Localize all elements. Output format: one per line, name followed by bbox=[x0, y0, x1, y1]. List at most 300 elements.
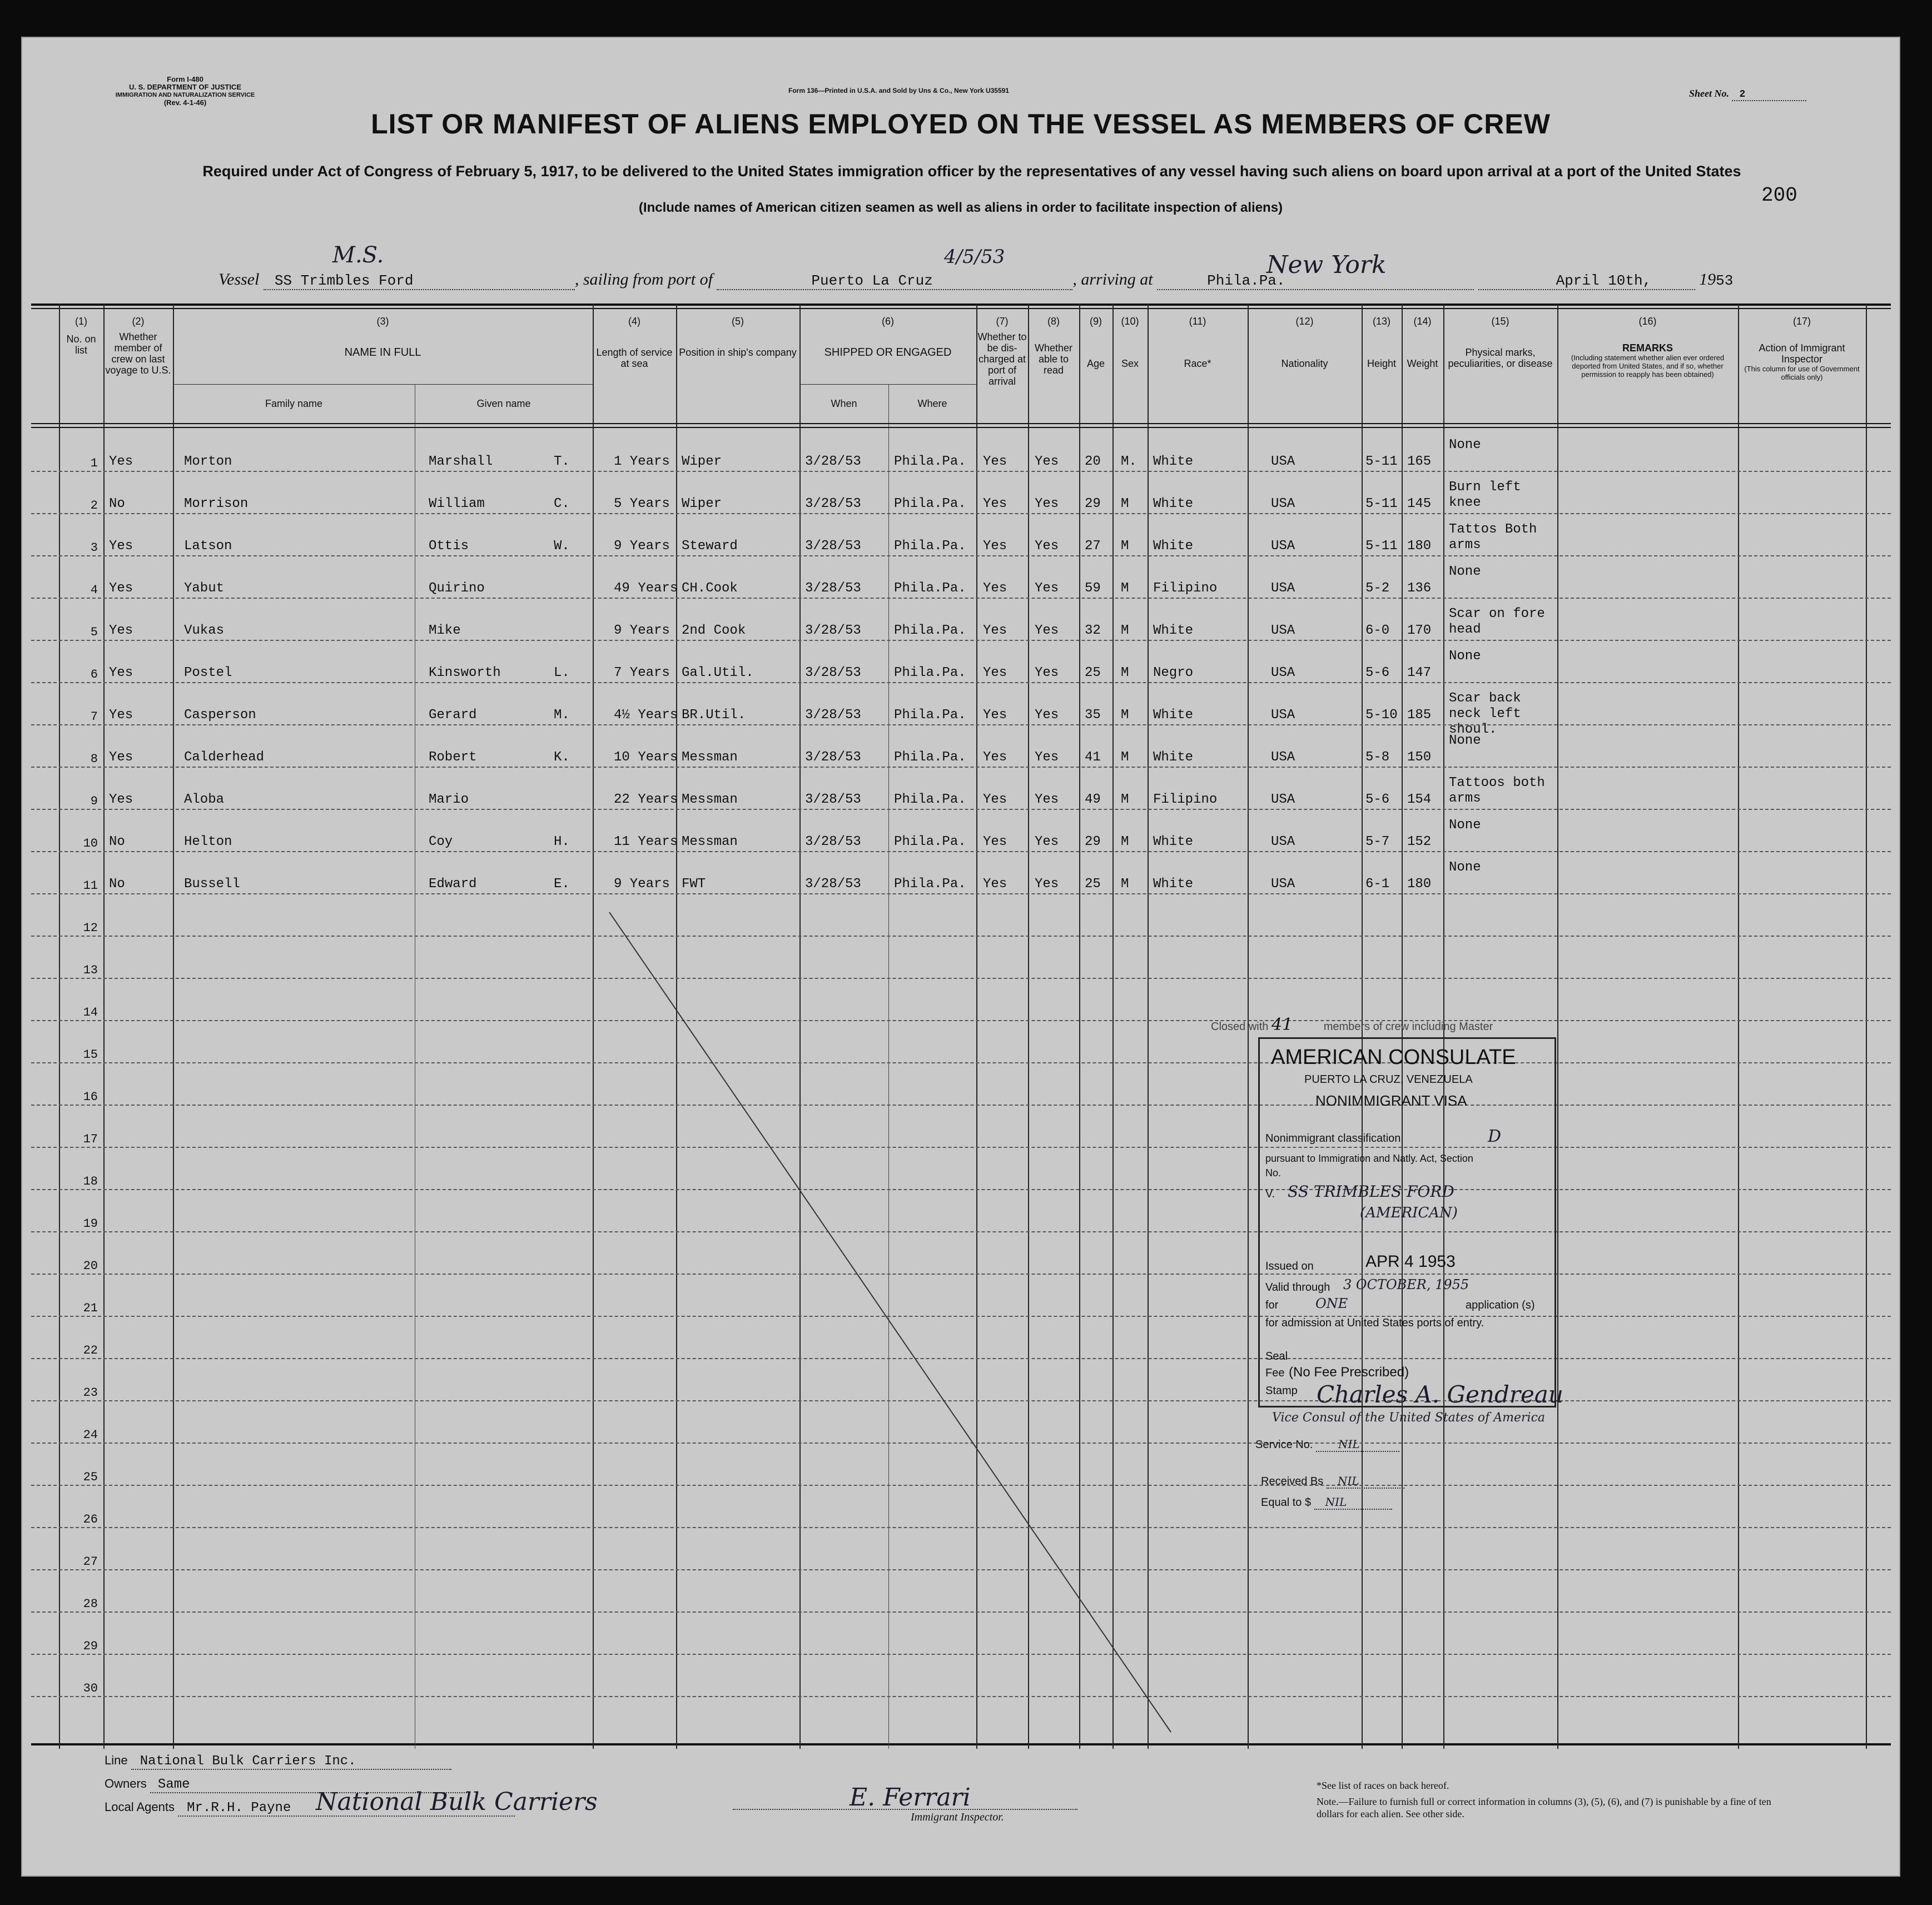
cell-weight: 150 bbox=[1407, 750, 1432, 765]
col-3-family-header: Family name bbox=[265, 398, 323, 409]
cell-position: Messman bbox=[682, 750, 738, 765]
cell-age: 20 bbox=[1085, 454, 1101, 469]
arriving-label: , arriving at bbox=[1072, 270, 1153, 289]
arriving-hand-note: New York bbox=[1267, 251, 1387, 279]
cell-height: 5-8 bbox=[1365, 750, 1390, 765]
consul-title: Vice Consul of the United States of America bbox=[1272, 1411, 1546, 1425]
cell-weight: 185 bbox=[1407, 708, 1432, 723]
col-10-header: (10) Sex bbox=[1121, 316, 1139, 369]
cell-when: 3/28/53 bbox=[805, 623, 861, 638]
cell-last-voyage: Yes bbox=[109, 708, 133, 723]
cell-last-voyage: No bbox=[109, 877, 125, 892]
row-number: 10 bbox=[83, 837, 98, 850]
row-number: 17 bbox=[83, 1132, 98, 1146]
cell-given: Coy bbox=[429, 834, 453, 849]
visa-type: NONIMMIGRANT VISA bbox=[1315, 1092, 1467, 1109]
cell-race: Negro bbox=[1153, 665, 1194, 680]
cell-given: Marshall bbox=[429, 454, 493, 469]
year-value: 53 bbox=[1716, 272, 1734, 289]
cell-when: 3/28/53 bbox=[805, 539, 861, 554]
col-6-where-header: Where bbox=[917, 398, 947, 409]
cell-last-voyage: Yes bbox=[109, 454, 133, 469]
closed-note: Closed with 41 members of crew including Master bbox=[1211, 1015, 1493, 1034]
races-note: *See list of races on back hereof. bbox=[1317, 1780, 1449, 1791]
date-value: April 10th, bbox=[1478, 272, 1695, 290]
cell-given: Mike bbox=[429, 623, 461, 638]
cell-age: 25 bbox=[1085, 877, 1101, 892]
inspector-label: Immigrant Inspector. bbox=[911, 1811, 1004, 1823]
manifest-sheet bbox=[21, 37, 1900, 1877]
page-subtitle: Required under Act of Congress of February 5, 1917, to be delivered to the United States immigration officer by the representatives of any vessel having such aliens on board upon arrival at a port of the United States bbox=[202, 163, 1741, 180]
cell-initial: M. bbox=[554, 708, 570, 723]
cell-service: 5 Years bbox=[614, 496, 670, 511]
service-name: IMMIGRATION AND NATURALIZATION SERVICE bbox=[115, 92, 255, 98]
cell-position: 2nd Cook bbox=[682, 623, 746, 638]
valid-label: Valid through bbox=[1265, 1281, 1330, 1294]
cell-last-voyage: No bbox=[109, 834, 125, 849]
row-number: 15 bbox=[83, 1048, 98, 1062]
cell-sex: M bbox=[1121, 623, 1129, 638]
row-number: 26 bbox=[83, 1513, 98, 1526]
cell-discharged: Yes bbox=[983, 877, 1007, 892]
cell-marks: Burn left knee bbox=[1449, 480, 1521, 510]
year-prefix: 19 bbox=[1699, 270, 1716, 289]
cell-where: Phila.Pa. bbox=[894, 877, 966, 892]
cell-initial: C. bbox=[554, 496, 570, 511]
col-12-header: (12) Nationality bbox=[1281, 316, 1328, 369]
cell-sex: M bbox=[1121, 750, 1129, 765]
cell-weight: 145 bbox=[1407, 496, 1432, 511]
cell-sex: M bbox=[1121, 792, 1129, 807]
col-11-header: (11) Race* bbox=[1184, 316, 1211, 369]
row-number: 22 bbox=[83, 1344, 98, 1357]
cell-marks: None bbox=[1449, 733, 1481, 748]
footer-line: Line National Bulk Carriers Inc. bbox=[105, 1753, 451, 1770]
cell-service: 10 Years bbox=[614, 750, 678, 765]
cell-given: Edward bbox=[429, 877, 477, 892]
cell-nationality: USA bbox=[1271, 708, 1295, 723]
service-no: Service No. NIL bbox=[1255, 1438, 1399, 1452]
col-7-header: (7) Whether to be dis-charged at port of arrival bbox=[977, 316, 1027, 387]
cell-race: White bbox=[1153, 834, 1194, 849]
col-2-header: (2) Whether member of crew on last voyage to U.S. bbox=[105, 316, 171, 376]
received: Received Bs NIL bbox=[1261, 1474, 1404, 1489]
cell-given: Mario bbox=[429, 792, 469, 807]
cell-weight: 136 bbox=[1407, 581, 1432, 596]
row-number: 14 bbox=[83, 1006, 98, 1019]
cell-nationality: USA bbox=[1271, 623, 1295, 638]
row-number: 7 bbox=[90, 710, 98, 724]
cell-when: 3/28/53 bbox=[805, 708, 861, 723]
row-number: 24 bbox=[83, 1428, 98, 1442]
cell-nationality: USA bbox=[1271, 496, 1295, 511]
arriving-value: Phila.Pa. bbox=[1157, 272, 1474, 290]
cell-where: Phila.Pa. bbox=[894, 539, 966, 554]
cell-position: CH.Cook bbox=[682, 581, 738, 596]
cell-when: 3/28/53 bbox=[805, 834, 861, 849]
cell-given: Kinsworth bbox=[429, 665, 501, 680]
row-number: 11 bbox=[83, 879, 98, 893]
cell-marks: None bbox=[1449, 860, 1481, 875]
cell-family: Aloba bbox=[184, 792, 225, 807]
cell-marks: Tattoos both arms bbox=[1449, 775, 1545, 806]
cell-nationality: USA bbox=[1271, 665, 1295, 680]
cell-where: Phila.Pa. bbox=[894, 750, 966, 765]
cell-initial: W. bbox=[554, 539, 570, 554]
cell-weight: 154 bbox=[1407, 792, 1432, 807]
cell-when: 3/28/53 bbox=[805, 877, 861, 892]
footer-agents: Local Agents Mr.R.H. Payne bbox=[105, 1800, 515, 1817]
cell-read: Yes bbox=[1035, 750, 1059, 765]
classification-label: Nonimmigrant classification bbox=[1265, 1132, 1401, 1145]
cell-nationality: USA bbox=[1271, 834, 1295, 849]
cell-marks: Tattos Both arms bbox=[1449, 522, 1537, 553]
col-13-header: (13) Height bbox=[1367, 316, 1397, 369]
cell-where: Phila.Pa. bbox=[894, 792, 966, 807]
cell-discharged: Yes bbox=[983, 454, 1007, 469]
cell-age: 25 bbox=[1085, 665, 1101, 680]
cell-discharged: Yes bbox=[983, 750, 1007, 765]
cell-last-voyage: Yes bbox=[109, 750, 133, 765]
col-15-header: (15) Physical marks, peculiarities, or disease bbox=[1448, 316, 1553, 369]
cell-race: White bbox=[1153, 877, 1194, 892]
cell-position: FWT bbox=[682, 877, 706, 892]
cell-height: 6-0 bbox=[1365, 623, 1390, 638]
consulate-visa-stamp bbox=[1258, 1037, 1556, 1407]
cell-weight: 180 bbox=[1407, 539, 1432, 554]
cell-sex: M bbox=[1121, 539, 1129, 554]
cell-nationality: USA bbox=[1271, 750, 1295, 765]
cell-nationality: USA bbox=[1271, 792, 1295, 807]
cell-service: 9 Years bbox=[614, 623, 670, 638]
classification-value: D bbox=[1488, 1127, 1502, 1146]
cell-marks: None bbox=[1449, 818, 1481, 833]
sheet-value: 2 bbox=[1732, 89, 1806, 101]
cell-where: Phila.Pa. bbox=[894, 581, 966, 596]
cell-marks: None bbox=[1449, 437, 1481, 452]
cell-when: 3/28/53 bbox=[805, 750, 861, 765]
cell-age: 27 bbox=[1085, 539, 1101, 554]
cell-last-voyage: No bbox=[109, 496, 125, 511]
row-number: 12 bbox=[83, 921, 98, 935]
cell-initial: E. bbox=[554, 877, 570, 892]
cell-race: Filipino bbox=[1153, 581, 1218, 596]
row-number: 5 bbox=[90, 625, 98, 639]
row-number: 30 bbox=[83, 1682, 98, 1695]
cell-nationality: USA bbox=[1271, 539, 1295, 554]
cell-where: Phila.Pa. bbox=[894, 623, 966, 638]
cell-discharged: Yes bbox=[983, 539, 1007, 554]
cell-weight: 147 bbox=[1407, 665, 1432, 680]
cell-race: White bbox=[1153, 750, 1194, 765]
row-number: 3 bbox=[90, 541, 98, 555]
cell-last-voyage: Yes bbox=[109, 623, 133, 638]
cell-position: BR.Util. bbox=[682, 708, 746, 723]
cell-discharged: Yes bbox=[983, 665, 1007, 680]
cell-weight: 165 bbox=[1407, 454, 1432, 469]
col-5-header: (5) Position in ship's company bbox=[679, 316, 797, 358]
for-value: ONE bbox=[1315, 1296, 1348, 1311]
cell-height: 5-11 bbox=[1365, 454, 1398, 469]
cell-age: 29 bbox=[1085, 834, 1101, 849]
cell-marks: Scar on fore head bbox=[1449, 606, 1545, 637]
cell-given: Ottis bbox=[429, 539, 469, 554]
equal-to: Equal to $ NIL bbox=[1261, 1495, 1392, 1510]
cell-read: Yes bbox=[1035, 834, 1059, 849]
cell-sex: M. bbox=[1121, 454, 1137, 469]
cell-height: 6-1 bbox=[1365, 877, 1390, 892]
cell-discharged: Yes bbox=[983, 581, 1007, 596]
consulate-title: AMERICAN CONSULATE bbox=[1271, 1046, 1516, 1069]
cell-service: 9 Years bbox=[614, 877, 670, 892]
sheet-number bbox=[1689, 88, 1806, 101]
cell-family: Latson bbox=[184, 539, 232, 554]
page-title: LIST OR MANIFEST OF ALIENS EMPLOYED ON THE VESSEL AS MEMBERS OF CREW bbox=[371, 108, 1551, 140]
consul-signature: Charles A. Gendreau bbox=[1317, 1381, 1563, 1408]
cell-sex: M bbox=[1121, 581, 1129, 596]
cell-family: Morrison bbox=[184, 496, 249, 511]
sheet-label: Sheet No. bbox=[1689, 88, 1729, 99]
row-number: 13 bbox=[83, 963, 98, 977]
col-16-header: (16) REMARKS (Including statement whether alien ever ordered deported from United States, and if so, whether permission to reapply has been obtained) bbox=[1571, 316, 1725, 379]
stamp-vessel: SS TRIMBLES FORD bbox=[1288, 1182, 1454, 1201]
cell-family: Postel bbox=[184, 665, 232, 680]
cell-service: 1 Years bbox=[614, 454, 670, 469]
cell-sex: M bbox=[1121, 877, 1129, 892]
row-number: 2 bbox=[90, 499, 98, 513]
cell-family: Bussell bbox=[184, 877, 240, 892]
stamp-vessel-flag: (AMERICAN) bbox=[1360, 1205, 1458, 1221]
col-9-header: (9) Age bbox=[1086, 316, 1105, 369]
cell-service: 7 Years bbox=[614, 665, 670, 680]
cell-initial: T. bbox=[554, 454, 570, 469]
cell-nationality: USA bbox=[1271, 581, 1295, 596]
cell-where: Phila.Pa. bbox=[894, 454, 966, 469]
row-number: 23 bbox=[83, 1386, 98, 1400]
col-17-header: (17) Action of Immigrant Inspector (This column for use of Government officials only) bbox=[1744, 316, 1860, 381]
col-4-header: (4) Length of service at sea bbox=[596, 316, 673, 369]
cell-given: Gerard bbox=[429, 708, 477, 723]
cell-height: 5-11 bbox=[1365, 496, 1398, 511]
issued-label: Issued on bbox=[1265, 1260, 1314, 1272]
row-number: 9 bbox=[90, 794, 98, 808]
page-subnote: (Include names of American citizen seamen as well as aliens in order to facilitate inspection of aliens) bbox=[638, 200, 1283, 215]
application-label: application (s) bbox=[1466, 1299, 1535, 1311]
cell-last-voyage: Yes bbox=[109, 665, 133, 680]
cell-read: Yes bbox=[1035, 496, 1059, 511]
cell-height: 5-6 bbox=[1365, 792, 1390, 807]
cell-given: Robert bbox=[429, 750, 477, 765]
vessel-hand-note: M.S. bbox=[332, 242, 384, 268]
cell-race: Filipino bbox=[1153, 792, 1218, 807]
cell-position: Wiper bbox=[682, 454, 722, 469]
cell-when: 3/28/53 bbox=[805, 792, 861, 807]
cell-position: Messman bbox=[682, 792, 738, 807]
cell-read: Yes bbox=[1035, 877, 1059, 892]
cell-age: 35 bbox=[1085, 708, 1101, 723]
cell-discharged: Yes bbox=[983, 834, 1007, 849]
vessel-label: Vessel bbox=[218, 270, 260, 289]
cell-read: Yes bbox=[1035, 792, 1059, 807]
cell-sex: M bbox=[1121, 496, 1129, 511]
col-8-header: (8) Whether able to read bbox=[1034, 316, 1073, 376]
cell-initial: H. bbox=[554, 834, 570, 849]
col-6-when-header: When bbox=[831, 398, 857, 409]
cell-discharged: Yes bbox=[983, 623, 1007, 638]
row-number: 6 bbox=[90, 668, 98, 682]
seal-label: Seal bbox=[1265, 1350, 1288, 1362]
cell-where: Phila.Pa. bbox=[894, 665, 966, 680]
row-number: 25 bbox=[83, 1470, 98, 1484]
admission-text: for admission at United States ports of entry. bbox=[1265, 1317, 1484, 1329]
cell-height: 5-11 bbox=[1365, 539, 1398, 554]
row-number: 28 bbox=[83, 1597, 98, 1611]
cell-family: Vukas bbox=[184, 623, 225, 638]
cell-discharged: Yes bbox=[983, 708, 1007, 723]
consulate-place: PUERTO LA CRUZ, VENEZUELA bbox=[1304, 1073, 1473, 1086]
cell-read: Yes bbox=[1035, 665, 1059, 680]
cell-position: Wiper bbox=[682, 496, 722, 511]
cell-when: 3/28/53 bbox=[805, 454, 861, 469]
col-3-given-header: Given name bbox=[476, 398, 531, 409]
cell-last-voyage: Yes bbox=[109, 539, 133, 554]
cell-given: William bbox=[429, 496, 485, 511]
valid-value: 3 OCTOBER, 1955 bbox=[1343, 1277, 1469, 1292]
sailing-value: Puerto La Cruz bbox=[717, 272, 1072, 290]
cell-family: Morton bbox=[184, 454, 232, 469]
pursuant-label: pursuant to Immigration and Natly. Act, Section No. bbox=[1265, 1153, 1473, 1178]
for-label: for bbox=[1265, 1299, 1279, 1311]
cell-last-voyage: Yes bbox=[109, 581, 133, 596]
cell-discharged: Yes bbox=[983, 792, 1007, 807]
cell-read: Yes bbox=[1035, 623, 1059, 638]
cell-when: 3/28/53 bbox=[805, 581, 861, 596]
row-number: 18 bbox=[83, 1175, 98, 1188]
stamp-number: 200 bbox=[1761, 184, 1797, 207]
cell-family: Helton bbox=[184, 834, 232, 849]
row-number: 8 bbox=[90, 752, 98, 766]
cell-marks: None bbox=[1449, 564, 1481, 579]
cell-race: White bbox=[1153, 454, 1194, 469]
row-number: 16 bbox=[83, 1090, 98, 1104]
cell-service: 11 Years bbox=[614, 834, 678, 849]
cell-sex: M bbox=[1121, 665, 1129, 680]
cell-race: White bbox=[1153, 496, 1194, 511]
department: U. S. DEPARTMENT OF JUSTICE bbox=[129, 83, 241, 91]
cell-when: 3/28/53 bbox=[805, 496, 861, 511]
cell-where: Phila.Pa. bbox=[894, 834, 966, 849]
cell-weight: 152 bbox=[1407, 834, 1432, 849]
cell-family: Casperson bbox=[184, 708, 256, 723]
cell-position: Gal.Util. bbox=[682, 665, 754, 680]
inspector-line bbox=[733, 1809, 1077, 1810]
cell-age: 29 bbox=[1085, 496, 1101, 511]
inspector-signature: E. Ferrari bbox=[850, 1783, 971, 1812]
sailing-hand-note: 4/5/53 bbox=[944, 246, 1005, 268]
cell-read: Yes bbox=[1035, 454, 1059, 469]
crew-table bbox=[31, 304, 1891, 1749]
cell-race: White bbox=[1153, 623, 1194, 638]
cell-race: White bbox=[1153, 539, 1194, 554]
cell-position: Steward bbox=[682, 539, 738, 554]
cell-weight: 180 bbox=[1407, 877, 1432, 892]
cell-position: Messman bbox=[682, 834, 738, 849]
footer-owners: Owners Same bbox=[105, 1777, 469, 1793]
cell-service: 22 Years bbox=[614, 792, 678, 807]
diagonal-strike-mark bbox=[31, 304, 1891, 1749]
cell-given: Quirino bbox=[429, 581, 485, 596]
printer-line: Form 136—Printed in U.S.A. and Sold by Uns & Co., New York U35591 bbox=[788, 87, 1009, 94]
cell-age: 32 bbox=[1085, 623, 1101, 638]
form-meta bbox=[93, 76, 277, 107]
cell-age: 49 bbox=[1085, 792, 1101, 807]
col-6-header: (6) SHIPPED OR ENGAGED bbox=[824, 316, 952, 359]
cell-where: Phila.Pa. bbox=[894, 496, 966, 511]
revision: (Rev. 4-1-46) bbox=[163, 98, 207, 107]
cell-height: 5-6 bbox=[1365, 665, 1390, 680]
row-number: 19 bbox=[83, 1217, 98, 1231]
cell-initial: K. bbox=[554, 750, 570, 765]
cell-sex: M bbox=[1121, 834, 1129, 849]
penalty-note: Note.—Failure to furnish full or correct information in columns (3), (5), (6), and (7) is punishable by a fine of ten dollars for each alien. See other side. bbox=[1317, 1796, 1771, 1819]
cell-height: 5-10 bbox=[1365, 708, 1398, 723]
sailing-label: , sailing from port of bbox=[574, 270, 713, 289]
fee-label: Fee bbox=[1265, 1367, 1285, 1379]
cell-read: Yes bbox=[1035, 708, 1059, 723]
vessel-value: SS Trimbles Ford bbox=[264, 272, 575, 290]
agents-signature: National Bulk Carriers bbox=[316, 1788, 598, 1816]
row-number: 27 bbox=[83, 1555, 98, 1569]
row-number: 4 bbox=[90, 583, 98, 597]
col-3-header: (3) NAME IN FULL bbox=[344, 316, 421, 359]
cell-marks: None bbox=[1449, 649, 1481, 664]
row-number: 1 bbox=[90, 456, 98, 470]
col-1-header: (1) No. on list bbox=[66, 316, 96, 356]
row-number: 20 bbox=[83, 1259, 98, 1273]
cell-height: 5-7 bbox=[1365, 834, 1390, 849]
cell-initial: L. bbox=[554, 665, 570, 680]
cell-when: 3/28/53 bbox=[805, 665, 861, 680]
cell-age: 59 bbox=[1085, 581, 1101, 596]
cell-height: 5-2 bbox=[1365, 581, 1390, 596]
stamp-label: Stamp bbox=[1265, 1385, 1298, 1397]
cell-family: Calderhead bbox=[184, 750, 265, 765]
cell-discharged: Yes bbox=[983, 496, 1007, 511]
form-number: Form I-480 bbox=[167, 75, 203, 83]
cell-family: Yabut bbox=[184, 581, 225, 596]
cell-service: 49 Years bbox=[614, 581, 678, 596]
cell-service: 4½ Years bbox=[614, 708, 678, 723]
cell-race: White bbox=[1153, 708, 1194, 723]
fee-value: (No Fee Prescribed) bbox=[1289, 1365, 1409, 1380]
cell-read: Yes bbox=[1035, 581, 1059, 596]
col-14-header: (14) Weight bbox=[1407, 316, 1438, 369]
row-number: 21 bbox=[83, 1301, 98, 1315]
cell-marks: Scar back neck left shoul. bbox=[1449, 691, 1521, 737]
cell-where: Phila.Pa. bbox=[894, 708, 966, 723]
cell-last-voyage: Yes bbox=[109, 792, 133, 807]
row-number: 29 bbox=[83, 1639, 98, 1653]
vessel-prefix: V. bbox=[1265, 1188, 1275, 1200]
cell-read: Yes bbox=[1035, 539, 1059, 554]
cell-nationality: USA bbox=[1271, 454, 1295, 469]
cell-service: 9 Years bbox=[614, 539, 670, 554]
cell-age: 41 bbox=[1085, 750, 1101, 765]
cell-weight: 170 bbox=[1407, 623, 1432, 638]
issued-value: APR 4 1953 bbox=[1365, 1252, 1456, 1271]
vessel-line bbox=[218, 270, 1733, 290]
cell-sex: M bbox=[1121, 708, 1129, 723]
